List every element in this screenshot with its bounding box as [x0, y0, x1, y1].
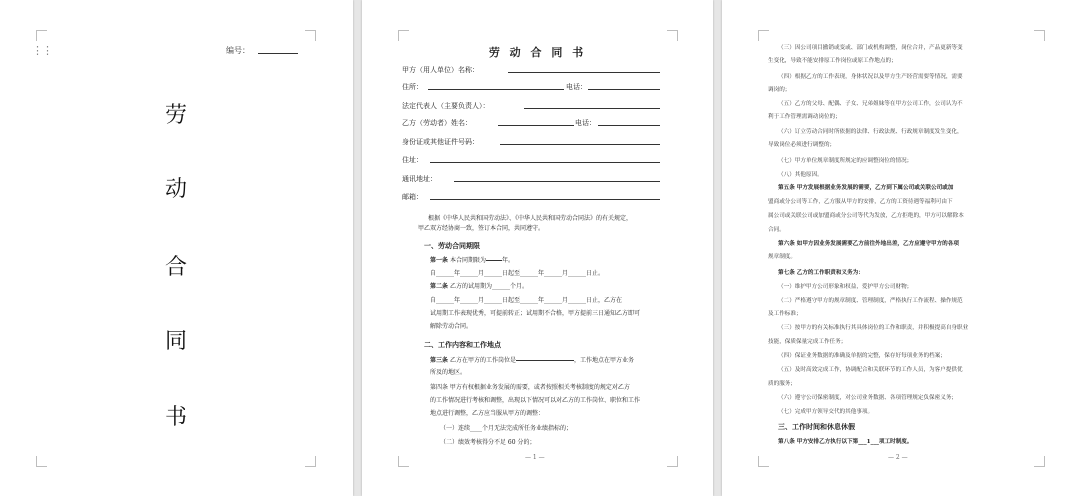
- legal-rep-label: 法定代表人（主要负责人）：: [402, 102, 490, 110]
- paragraph-line: （二）严格遵守甲方的规章制度、管理制度，严格执行工作流程、操作规范: [778, 298, 963, 304]
- date-range-line[interactable]: 自______年______月______日起至______年______月______日止。: [430, 270, 605, 277]
- drag-handle-icon[interactable]: ⋮⋮: [32, 44, 52, 57]
- party-a-name-label: 甲方（用人单位）名称：: [402, 66, 479, 74]
- section-heading: 一、劳动合同期限: [424, 241, 480, 250]
- paragraph-line: 第七条 乙方的工作职责和义务为：: [778, 270, 864, 276]
- postcode-label: 邮箱：: [402, 193, 423, 201]
- paragraph-line: 属公司或关联公司或加盟商或分公司等代为发放，乙方拒绝的，甲方可以解除本: [768, 213, 964, 219]
- crop-mark: [36, 30, 47, 41]
- crop-mark: [305, 30, 316, 41]
- article-text[interactable]: 乙方的试用期为______个月。: [449, 283, 528, 290]
- paragraph-line: 第五条 甲方发展根据业务发展的需要，乙方到下属公司或关联公司或加: [778, 185, 954, 191]
- party-b-name-label: 乙方（劳动者）姓名：: [402, 119, 472, 127]
- paragraph-line: 合同。: [768, 227, 785, 233]
- article-text: 地点进行调整，乙方应当服从甲方的调整：: [430, 410, 545, 417]
- job-position-field[interactable]: [516, 360, 574, 361]
- article-text: 年。: [501, 257, 514, 264]
- crop-mark: [398, 30, 409, 41]
- article-text: 的工作情况进行考核和调整，出现以下情况可以对乙方的工作岗位、职位和工作: [430, 397, 641, 404]
- paragraph-line: 生变化，导致不能安排原工作岗位或原工作地点的；: [768, 58, 897, 64]
- contract-number-label: 编号：: [226, 46, 250, 55]
- paragraph-line: 三、工作时间和休息休假: [778, 422, 855, 431]
- intro-text: 甲乙双方经协商一致，签订本合同，共同遵守。: [418, 225, 545, 232]
- article-number: 第二条: [430, 283, 449, 290]
- contract-number-field[interactable]: [258, 53, 298, 54]
- crop-mark: [305, 456, 316, 467]
- crop-mark: [1034, 456, 1045, 467]
- paragraph-line: （一）维护甲方公司形象和权益，爱护甲方公司财物；: [778, 284, 913, 290]
- crop-mark: [1034, 30, 1045, 41]
- mail-address-label: 通讯地址：: [402, 175, 437, 183]
- paragraph-line: 盟商或分公司等工作，乙方服从甲方的安排，乙方的工资待遇等福利可由下: [768, 199, 953, 205]
- paragraph-line: （六）订立劳动合同时所依据的法律、行政法规、行政规章制度发生变化，: [778, 129, 963, 135]
- article-text: 所及的地区。: [430, 369, 467, 376]
- article-number: 第一条: [430, 257, 449, 264]
- cover-title-char: 同: [165, 329, 188, 354]
- article-text: 乙方在甲方的工作岗位是: [449, 357, 516, 364]
- party-a-name-field[interactable]: [508, 72, 660, 73]
- paragraph-line: （四）根据乙方的工作表现，身体状况以及甲方生产经营需要等情况，需要: [778, 74, 963, 80]
- contract-title: 劳 动 合 同 书: [488, 46, 587, 59]
- residence-label: 住址：: [402, 156, 423, 164]
- cover-title-char: 书: [165, 405, 188, 430]
- document-page-1: [362, 0, 713, 496]
- article-number: 第三条: [430, 357, 449, 364]
- residence-field[interactable]: [430, 162, 660, 163]
- paragraph-line: 利于工作管理需调动岗位的；: [768, 114, 841, 120]
- paragraph-line: 及工作标准；: [768, 311, 802, 317]
- list-item: （一）连续____个月无法完成所任务业绩指标的；: [440, 425, 573, 432]
- paragraph-line: 规章制度。: [768, 254, 796, 260]
- party-b-name-field[interactable]: [498, 125, 574, 126]
- mail-address-field[interactable]: [454, 181, 660, 182]
- probation-text: 试用期工作表现优秀，可提前转正；试用期不合格，甲方提前三日通知乙方即可: [430, 310, 641, 317]
- paragraph-line: （六）遵守公司保密制度，对公司业务数据、各项管理规定负保密义务；: [778, 395, 958, 401]
- paragraph-line: （三）按甲方的有关标准执行其具体岗位的工作和职责，并积极提高自身职业: [778, 325, 969, 331]
- phone-label-2: 电话：: [575, 119, 596, 127]
- paragraph-line: 第六条 如甲方因业务发展需要乙方前往外地出差，乙方应遵守甲方的各项: [778, 241, 959, 247]
- article-text: 第四条 甲方有权根据业务发展的需要，或者按照相关考核制度的规定对乙方: [430, 384, 630, 391]
- crop-mark: [667, 30, 678, 41]
- cover-title-char: 劳: [165, 103, 188, 128]
- document-page-cover: [0, 0, 353, 496]
- document-page-2: [722, 0, 1080, 496]
- address-label: 住所：: [402, 83, 423, 91]
- page-number: — 2 —: [888, 454, 908, 461]
- crop-mark: [758, 456, 769, 467]
- paragraph-line: 技能，保质保量完成工作任务；: [768, 339, 847, 345]
- phone-label: 电话：: [566, 83, 587, 91]
- paragraph-line: 质的服务；: [768, 381, 796, 387]
- address-field[interactable]: [428, 89, 564, 90]
- postcode-field[interactable]: [430, 199, 660, 200]
- probation-text: 解除劳动合同。: [430, 323, 473, 330]
- intro-text: 根据《中华人民共和国劳动法》、《中华人民共和国劳动合同法》的有关规定，: [428, 215, 633, 222]
- legal-rep-field[interactable]: [524, 108, 660, 109]
- paragraph-line: 第八条 甲方安排乙方执行以下第___1___项工时制度。: [778, 439, 913, 445]
- paragraph-line: 调岗的；: [768, 87, 791, 93]
- paragraph-line: （三）因公司项目撤销或变或、部门或机构调整，岗位合并，产品更新等变: [778, 45, 963, 51]
- cover-title-char: 合: [165, 255, 188, 280]
- paragraph-line: （七）甲方单位规章制度所规定的应调整岗位的情况；: [778, 158, 913, 164]
- paragraph-line: （四）保证业务数据的准确及单据的完整，保存好每项业务的档案；: [778, 353, 946, 359]
- date-range-line[interactable]: 自______年______月______日起至______年______月______日止，乙方在: [430, 297, 623, 304]
- paragraph-line: （七）完成甲方领导交代的其他事项。: [778, 409, 874, 415]
- contract-years-field[interactable]: [486, 260, 502, 261]
- article-text: ，工作地点在甲方业务: [573, 357, 634, 364]
- phone-field-2[interactable]: [598, 125, 660, 126]
- crop-mark: [758, 30, 769, 41]
- paragraph-line: （五）及时高效完成工作，协调配合和关联环节的工作人员，为客户提供优: [778, 367, 963, 373]
- crop-mark: [36, 456, 47, 467]
- id-doc-label: 身份证或其他证件号码：: [402, 138, 479, 146]
- paragraph-line: 导致岗位必须进行调整的；: [768, 142, 836, 148]
- paragraph-line: （八）其他原因。: [778, 172, 823, 178]
- paragraph-line: （五）乙方的父母、配偶、子女、兄弟姐妹等在甲方公司工作，公司认为不: [778, 101, 963, 107]
- section-heading: 二、工作内容和工作地点: [424, 340, 501, 349]
- crop-mark: [398, 456, 409, 467]
- crop-mark: [667, 456, 678, 467]
- cover-title-char: 动: [165, 177, 188, 202]
- phone-field[interactable]: [588, 89, 660, 90]
- page-number: — 1 —: [525, 454, 545, 461]
- list-item: （二）绩效考核得分不足 60 分的；: [440, 439, 536, 446]
- article-text: 本合同期限为: [449, 257, 486, 264]
- id-doc-field[interactable]: [500, 144, 660, 145]
